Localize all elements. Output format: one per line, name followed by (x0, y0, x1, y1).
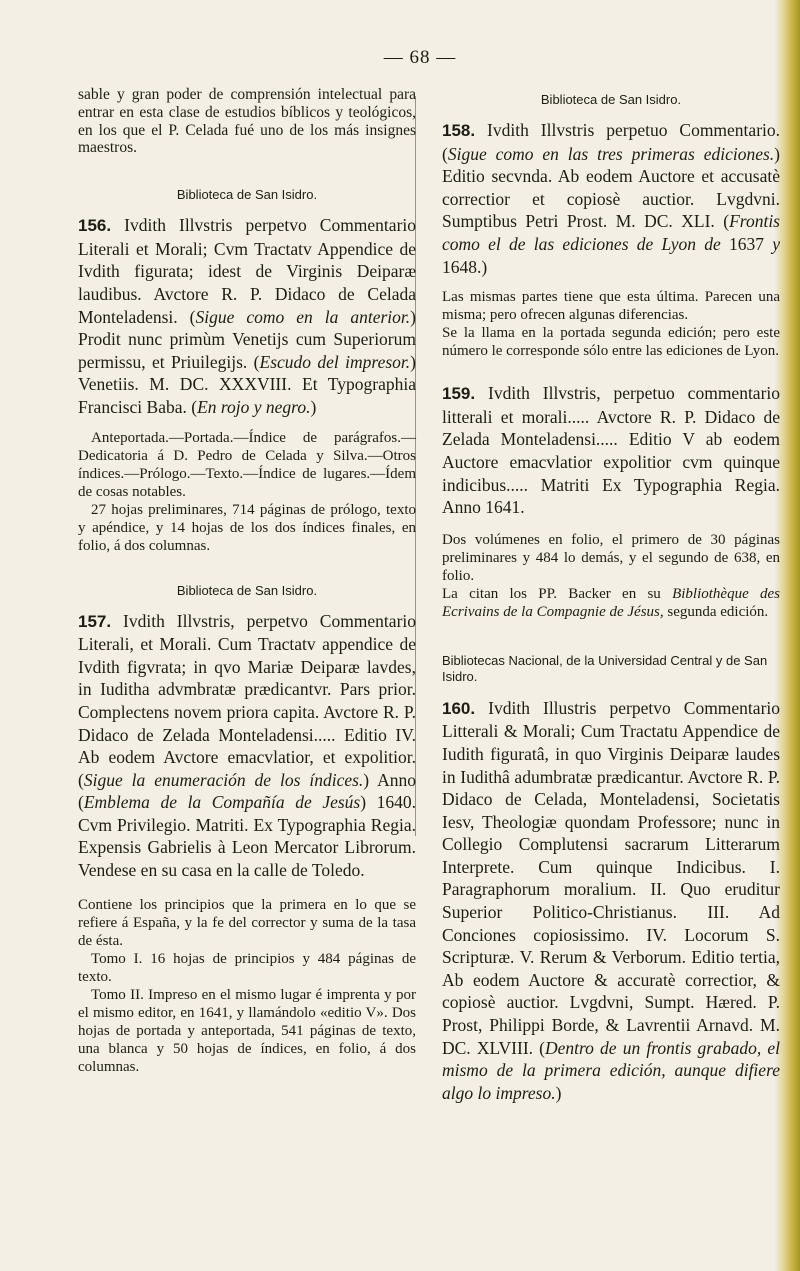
entry-158: 158. Ivdith Illvstris perpetuo Commentario. (Sigue como en las tres primeras ediciones.) Editio secvnda. Ab eodem Auctore et accusatè correctior et copiosè auctior. Lvgdvni. Sumptibus Petri Prost. M. DC. XLI. (Frontis como el de las ediciones de Lyon de 1637 y 1648.) (442, 120, 781, 277)
entry-157: 157. Ivdith Illvstris, perpetvo Commentario Literali, et Morali. Cum Tractatv appendice de Ivdith figvrata; in qvo Mariæ Deiparæ lavdes, in Iuditha advmbratæ prædicantvr. Pars prior. Complectens novem priora capita. Avctore R. P. Didaco de Zelada Monteladensi..... Editio IV. Ab eodem Avctore emacvlatior, et expolitior. (Sigue la enumeración de los índices.) Anno (Emblema de la Compañía de Jesús) 1640. Cvm Privilegio. Matriti. Ex Typographia Regia. Expensis Gabrielis à Leon Mercator Librorum. Vendese en su casa en la calle de Toledo. (78, 610, 417, 881)
entry-158-note-parts: Las mismas partes tiene que esta última. Parecen una misma; pero ofrecen algunas diferencias. (442, 289, 780, 324)
entry-number: 156. (78, 216, 112, 236)
entry-160: 160. Ivdith Illustris perpetvo Commentario Litterali & Morali; Cum Tractatu Appendice de Iudith figuratâ, in quo Virginis Deiparæ laudes in Iudithâ adumbratæ prædicantur. Avctore R. P. Didaco de Celada, Monteladensi, Societatis Iesv, Theologiæ quondam Professore; nunc in Collegio Complutensi sacrarum Litterarum Interprete. Cum quinque Indicibus. I. Paragraphorum moralium. II. Quo eruditur Superior Politico-Christianus. III. Ad Conciones copiosissimo. IV. Locorum S. Scripturæ. V. Rerum & Verborum. Editio tertia, Ab eodem Auctore & accuratè correctior, & copiosè auctior. Lvgdvni, Sumpt. Hæred. P. Prost, Philippi Borde, & Lavrentii Arnavd. M. DC. XLVIII. (Dentro de un frontis grabado, el mismo de la primera edición, aunque difiere algo lo impreso.) (442, 697, 781, 1103)
left-column (78, 86, 416, 1076)
library-location: Biblioteca de San Isidro. (540, 92, 682, 107)
library-location: Biblioteca de San Isidro. (176, 582, 318, 598)
right-column (442, 86, 780, 1104)
entry-158-note-edition: Se la llama en la portada segunda edición; pero este número le corresponde sólo entre las ediciones de Lyon. (442, 325, 780, 360)
entry-156-extent-note: 27 hojas preliminares, 714 páginas de prólogo, texto y apéndice, y 14 hojas de los dos índices finales, en folio, á dos columnas. (78, 501, 416, 554)
entry-157-volume-2-note: Tomo II. Impreso en el mismo lugar é imprenta y por el mismo editor, en 1641, y llamándolo «editio V». Dos hojas de portada y anteportada, 541 páginas de texto, una blanca y 50 hojas de índices, en folio, á dos columnas. (78, 986, 416, 1075)
entry-number: 157. (78, 611, 112, 631)
entry-159-citation-note: La citan los PP. Backer en su Bibliothèque des Ecrivains de la Compagnie de Jésus, segunda edición. (442, 585, 780, 620)
entry-156: 156. Ivdith Illvstris perpetvo Commentario Literali et Morali; Cvm Tractatv Appendice de Ivdith figurata; idest de Virginis Deiparæ laudibus. Avctore R. P. Didaco de Celada Monteladensi. (Sigue como en la anterior.) Prodit nunc primùm Venetijs cum Superiorum permissu, et Priuilegijs. (Escudo del impresor.) Venetiis. M. DC. XXXVIII. Et Typographia Francisci Baba. (En rojo y negro.) (78, 215, 417, 417)
entry-156-contents-note: Anteportada.—Portada.—Índice de parágrafos.—Dedicatoria á D. Pedro de Celada y Silva.—Otros índices.—Prólogo.—Texto.—Índice de lugares.—Ídem de cosas notables. (78, 429, 416, 500)
library-location: Bibliotecas Nacional, de la Universidad Central y de San Isidro. (442, 652, 768, 684)
entry-number: 159. (442, 384, 476, 404)
entry-159: 159. Ivdith Illvstris, perpetuo commentario litterali et morali..... Avctore R. P. Didaco de Zelada Monteladensi..... Editio V ab eodem Auctore emacvlatior expolitior cvm quinque indicibus..... Matriti Ex Typographia Regia. Anno 1641. (442, 383, 781, 518)
page-number: — 68 — (383, 47, 457, 68)
entry-number: 160. (442, 698, 476, 718)
library-location: Biblioteca de San Isidro. (176, 187, 318, 203)
entry-number: 158. (442, 121, 476, 140)
entry-157-volume-1-note: Tomo I. 16 hojas de principios y 484 páginas de texto. (78, 950, 416, 985)
continuation-text: sable y gran poder de comprensión intelectual para entrar en esta clase de estudios bíblicos y teológicos, en los que el P. Celada fué uno de los más insignes maestros. (78, 86, 416, 157)
entry-157-contents-note: Contiene los principios que la primera en lo que se refiere á España, y la fe del corrector y suma de la tasa de ésta. (78, 896, 416, 949)
entry-159-extent-note: Dos volúmenes en folio, el primero de 30 páginas preliminares y 484 lo demás, y el segundo de 638, en folio. (442, 531, 780, 584)
